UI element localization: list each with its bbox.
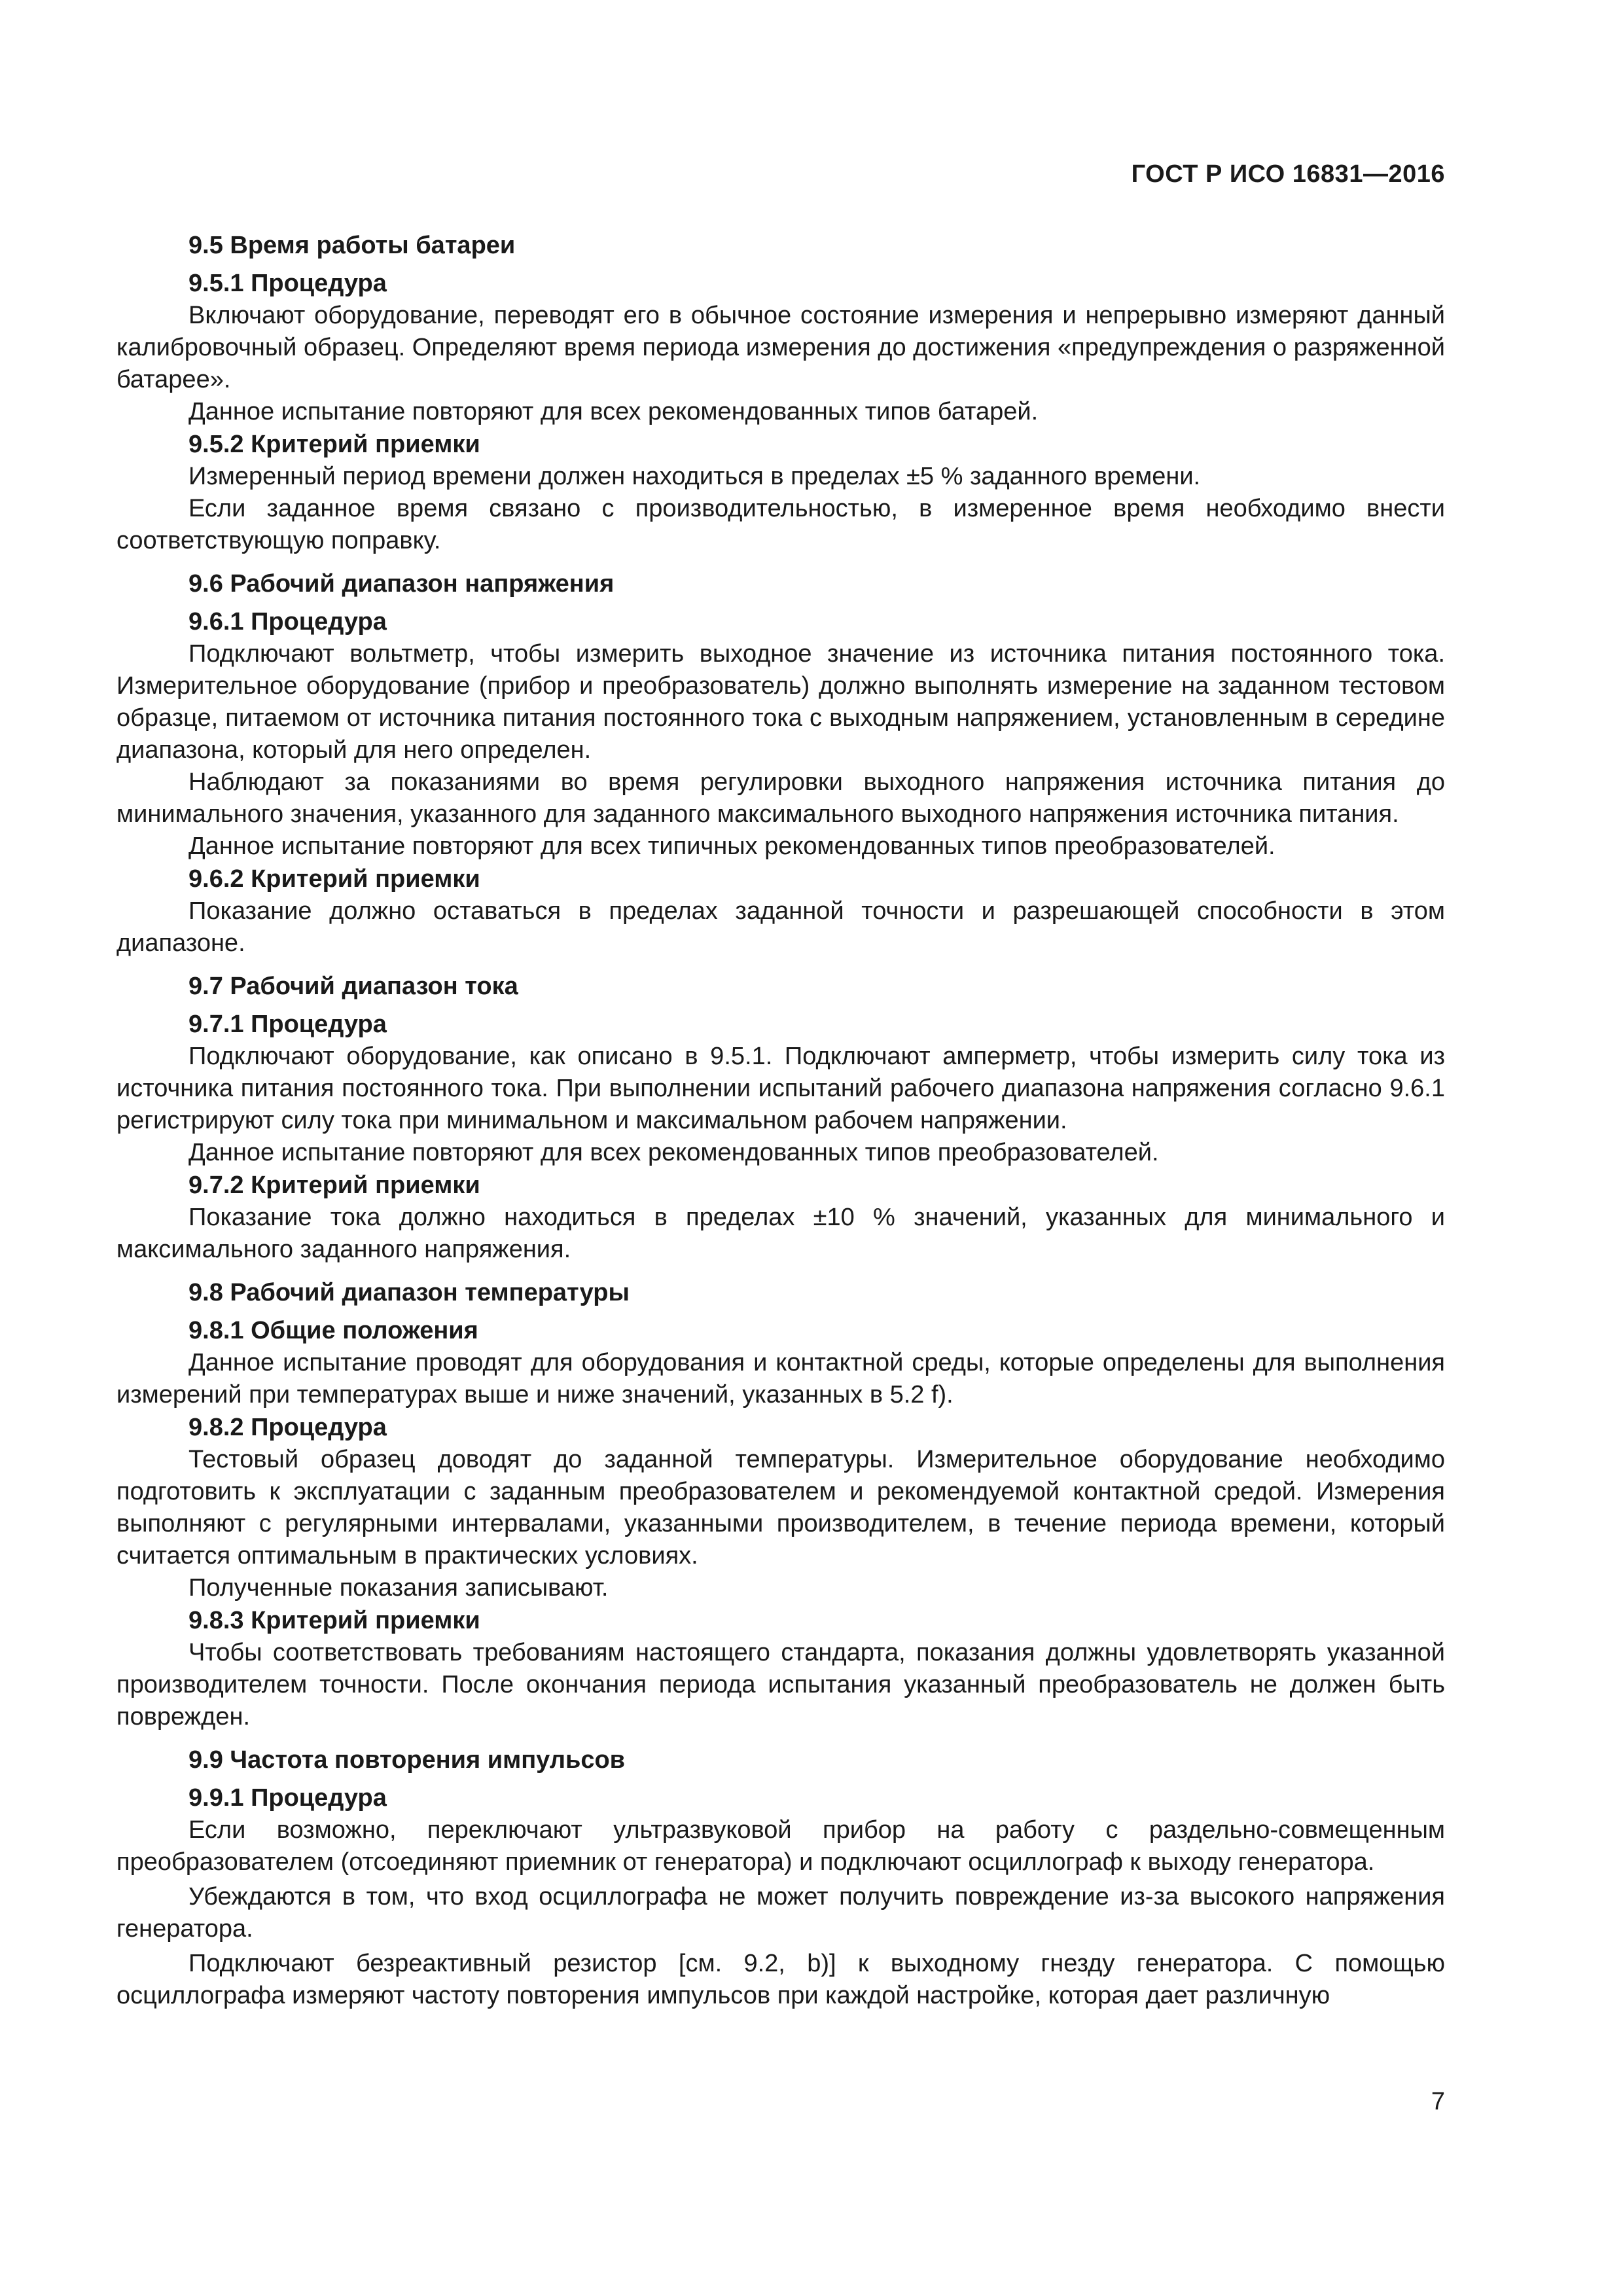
document-code-header: ГОСТ Р ИСО 16831—2016 xyxy=(1131,160,1445,188)
subsection-heading-9-8-1: 9.8.1 Общие положения xyxy=(188,1317,478,1344)
paragraph: Включают оборудование, переводят его в обычное состояние измерения и непрерывно измеряют данный калибровочный образец. Определяют время периода измерения до достижения «предупреждения о разряженной батарее». xyxy=(116,302,1445,393)
subsection-heading-9-9-1: 9.9.1 Процедура xyxy=(188,1784,387,1812)
paragraph: Подключают вольтметр, чтобы измерить выходное значение из источника питания постоянного тока. Измерительное оборудование (прибор и преобразователь) должно выполнять измерение на заданном тестовом образце, питаемом от источника питания постоянного тока с выходным напряжением, установленным в середине диапазона, который для него определен. xyxy=(116,640,1445,764)
section-heading-9-9: 9.9 Частота повторения импульсов xyxy=(188,1746,626,1774)
paragraph: Показание должно оставаться в пределах заданной точности и разрешающей способности в этом диапазоне. xyxy=(116,897,1445,957)
section-heading-9-5: 9.5 Время работы батареи xyxy=(188,232,516,259)
section-heading-9-6: 9.6 Рабочий диапазон напряжения xyxy=(188,570,615,598)
subsection-heading-9-6-2: 9.6.2 Критерий приемки xyxy=(188,865,480,893)
document-body xyxy=(116,229,1445,2012)
paragraph: Измеренный период времени должен находиться в пределах ±5 % заданного времени. xyxy=(188,463,1201,490)
paragraph: Если заданное время связано с производительностью, в измеренное время необходимо внести соответствующую поправку. xyxy=(116,495,1445,554)
subsection-heading-9-7-1: 9.7.1 Процедура xyxy=(188,1011,387,1038)
paragraph: Тестовый образец доводят до заданной температуры. Измерительное оборудование необходимо подготовить к эксплуатации с заданным преобразователем и рекомендуемой контактной средой. Измерения выполняют с регулярными интервалами, указанными производителем, в течение периода времени, который считается оптимальным в практических условиях. xyxy=(116,1446,1445,1570)
paragraph: Подключают оборудование, как описано в 9.5.1. Подключают амперметр, чтобы измерить силу тока из источника питания постоянного тока. При выполнении испытаний рабочего диапазона напряжения согласно 9.6.1 регистрируют силу тока при минимальном и максимальном рабочем напряжении. xyxy=(116,1043,1445,1134)
subsection-heading-9-6-1: 9.6.1 Процедура xyxy=(188,608,387,636)
paragraph: Убеждаются в том, что вход осциллографа не может получить повреждение из-за высокого напряжения генератора. xyxy=(116,1883,1445,1943)
paragraph: Данное испытание повторяют для всех рекомендованных типов батарей. xyxy=(188,398,1039,425)
subsection-heading-9-8-3: 9.8.3 Критерий приемки xyxy=(188,1607,480,1634)
section-heading-9-7: 9.7 Рабочий диапазон тока xyxy=(188,973,518,1000)
paragraph: Полученные показания записывают. xyxy=(188,1574,609,1602)
paragraph: Данное испытание повторяют для всех типичных рекомендованных типов преобразователей. xyxy=(188,833,1275,860)
paragraph: Данное испытание повторяют для всех рекомендованных типов преобразователей. xyxy=(188,1139,1159,1166)
paragraph: Подключают безреактивный резистор [см. 9.2, b)] к выходному гнезду генератора. С помощью осциллографа измеряют частоту повторения импульсов при каждой настройке, которая дает различную xyxy=(116,1950,1445,2009)
page-number: 7 xyxy=(1431,2088,1445,2115)
section-heading-9-8: 9.8 Рабочий диапазон температуры xyxy=(188,1279,630,1306)
subsection-heading-9-7-2: 9.7.2 Критерий приемки xyxy=(188,1172,480,1199)
paragraph: Если возможно, переключают ультразвуковой прибор на работу с раздельно-совмещенным преобразователем (отсоединяют приемник от генератора) и подключают осциллограф к выходу генератора. xyxy=(116,1816,1445,1876)
subsection-heading-9-5-1: 9.5.1 Процедура xyxy=(188,270,387,297)
subsection-heading-9-8-2: 9.8.2 Процедура xyxy=(188,1414,387,1441)
paragraph: Показание тока должно находиться в пределах ±10 % значений, указанных для минимального и максимального заданного напряжения. xyxy=(116,1204,1445,1263)
paragraph: Чтобы соответствовать требованиям настоящего стандарта, показания должны удовлетворять указанной производителем точности. После окончания периода испытания указанный преобразователь не должен быть поврежден. xyxy=(116,1639,1445,1731)
subsection-heading-9-5-2: 9.5.2 Критерий приемки xyxy=(188,431,480,458)
paragraph: Данное испытание проводят для оборудования и контактной среды, которые определены для выполнения измерений при температурах выше и ниже значений, указанных в 5.2 f). xyxy=(116,1349,1445,1408)
paragraph: Наблюдают за показаниями во время регулировки выходного напряжения источника питания до минимального значения, указанного для заданного максимального выходного напряжения источника питания. xyxy=(116,768,1445,828)
